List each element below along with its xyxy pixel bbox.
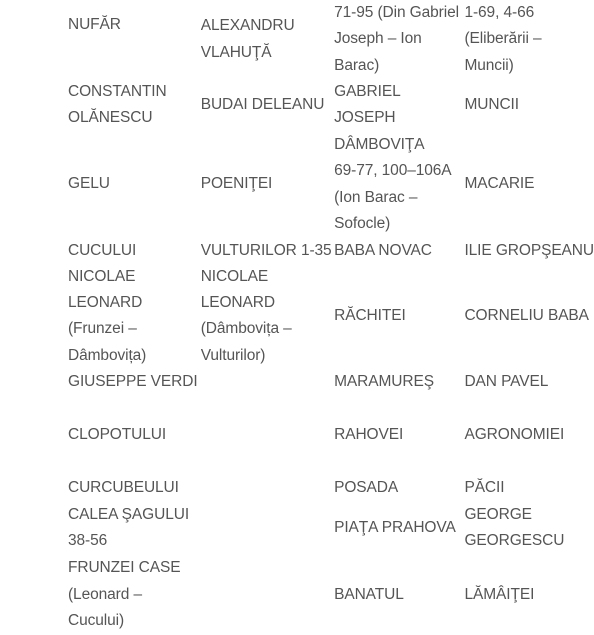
table-row [68, 369, 594, 396]
table-row [68, 238, 594, 264]
cell-text-line: CURCUBEULUI [68, 479, 179, 497]
cell-text-line: DAN PAVEL [464, 373, 549, 391]
table-cell-col-2 [201, 0, 334, 79]
cell-text-line: 71-95 (Din Gabriel [334, 4, 459, 22]
cell-text-line: (Frunzei – [68, 320, 137, 338]
table-cell-col-1 [68, 0, 201, 79]
cell-text-line: NICOLAE [68, 267, 136, 285]
cell-text-line: (Ion Barac – [334, 188, 418, 206]
cell-text-line: CUCULUI [68, 241, 137, 259]
cell-text-line: VLAHUŢĂ [200, 43, 272, 61]
table-cell-col-2 [201, 396, 334, 475]
cell-text-line: BUDAI DELEANU [200, 96, 325, 114]
cell-text-line: RAHOVEI [334, 426, 404, 444]
cell-text-line: NICOLAE [200, 267, 269, 285]
cell-text-line: VULTURILOR 1-35 [200, 241, 332, 259]
cell-text-line: JOSEPH [334, 109, 396, 127]
table-row [68, 79, 594, 132]
table-cell-col-1 [68, 132, 201, 238]
cell-text-line: BABA NOVAC [334, 241, 432, 259]
cell-text-line: Barac) [334, 56, 380, 74]
table-cell-col-2 [201, 369, 334, 396]
cell-text-line: GEORGE [464, 506, 532, 524]
table-cell-col-3 [334, 475, 464, 502]
cell-text-line: Joseph – Ion [334, 30, 422, 48]
cell-text-line: Sofocle) [334, 214, 391, 232]
cell-text-line: 38-56 [68, 532, 108, 550]
cell-text-line: (Dâmbovița – [200, 320, 292, 338]
cell-text-line: ALEXANDRU [200, 17, 295, 35]
cell-text-line: LĂMÂIŢEI [464, 585, 535, 603]
cell-text-line: MUNCII [464, 96, 519, 114]
cell-text-line: GABRIEL [334, 83, 401, 100]
cell-text-line: CLOPOTULUI [68, 426, 167, 444]
cell-text-line: ILIE GROPŞEANU [464, 241, 594, 259]
table-cell-col-4 [464, 555, 594, 635]
streets-table [68, 0, 594, 635]
cell-text-line: Cucului) [68, 611, 125, 629]
table-row [68, 502, 594, 555]
cell-text-line: 69-77, 100–106A [334, 162, 452, 180]
table-cell-col-2 [201, 132, 334, 238]
table-row [68, 132, 594, 238]
cell-text-line: BANATUL [334, 585, 404, 603]
cell-text-line: FRUNZEI CASE [68, 559, 181, 577]
cell-text-line: MACARIE [464, 175, 535, 193]
cell-text-line: Vulturilor) [200, 346, 266, 364]
table-cell-col-3 [334, 555, 464, 635]
table-cell-col-2 [201, 79, 334, 132]
table-cell-col-4 [464, 238, 594, 264]
cell-text-line: GIUSEPPE VERDI [68, 373, 198, 391]
table-cell-col-3 [334, 132, 464, 238]
cell-text-line: MARAMUREŞ [334, 373, 434, 391]
cell-text-line: CORNELIU BABA [464, 307, 589, 325]
cell-text-line: POENIŢEI [200, 175, 273, 193]
cell-text-line: GELU [68, 175, 110, 193]
table-cell-col-4 [464, 396, 594, 475]
table-cell-col-4 [464, 132, 594, 238]
cell-text-line: Dâmbovița) [68, 346, 147, 364]
cell-text-line: NUFĂR [68, 16, 121, 33]
cell-text-line: POSADA [334, 479, 399, 497]
cell-text-line: DÂMBOVIŢA [334, 136, 425, 153]
cell-text-line: PIAŢA PRAHOVA [334, 519, 456, 537]
cell-text-line: (Eliberării – [464, 30, 542, 48]
table-row [68, 396, 594, 475]
table-cell-col-3 [334, 369, 464, 396]
table-cell-col-3 [334, 238, 464, 264]
table-row [68, 475, 594, 502]
cell-text-line: CONSTANTIN [68, 83, 167, 100]
table-row [68, 264, 594, 369]
cell-text-line: (Leonard – [68, 585, 142, 603]
table-cell-col-4 [464, 264, 594, 369]
table-cell-col-1 [68, 555, 201, 635]
table-cell-col-3 [334, 79, 464, 132]
streets-table-body [68, 0, 594, 635]
table-row [68, 0, 594, 79]
table-cell-col-1 [68, 369, 201, 396]
table-cell-col-3 [334, 502, 464, 555]
cell-text-line: LEONARD [68, 294, 143, 312]
table-cell-col-1 [68, 238, 201, 264]
table-row [68, 555, 594, 635]
cell-text-line: OLĂNESCU [68, 109, 153, 127]
table-cell-col-1 [68, 79, 201, 132]
table-cell-col-2 [201, 238, 334, 264]
table-cell-col-1 [68, 475, 201, 502]
table-cell-col-3 [334, 0, 464, 79]
table-cell-col-4 [464, 475, 594, 502]
table-cell-col-3 [334, 264, 464, 369]
cell-text-line: 1-69, 4-66 [464, 4, 535, 22]
table-cell-col-4 [464, 369, 594, 396]
table-cell-col-4 [464, 502, 594, 555]
cell-text-line: AGRONOMIEI [464, 426, 565, 444]
table-cell-col-1 [68, 396, 201, 475]
table-cell-col-3 [334, 396, 464, 475]
cell-text-line: RĂCHITEI [334, 307, 406, 325]
cell-text-line: Muncii) [464, 56, 514, 74]
table-cell-col-4 [464, 79, 594, 132]
table-cell-col-2 [201, 475, 334, 502]
cell-text-line: PĂCII [464, 479, 505, 497]
table-cell-col-1 [68, 264, 201, 369]
table-cell-col-1 [68, 502, 201, 555]
table-cell-col-2 [201, 555, 334, 635]
cell-text-line: GEORGESCU [464, 532, 565, 550]
cell-text-line: LEONARD [200, 294, 275, 312]
table-cell-col-2 [201, 502, 334, 555]
table-cell-col-2 [201, 264, 334, 369]
table-cell-col-4 [464, 0, 594, 79]
cell-text-line: CALEA ŞAGULUI [68, 506, 190, 524]
